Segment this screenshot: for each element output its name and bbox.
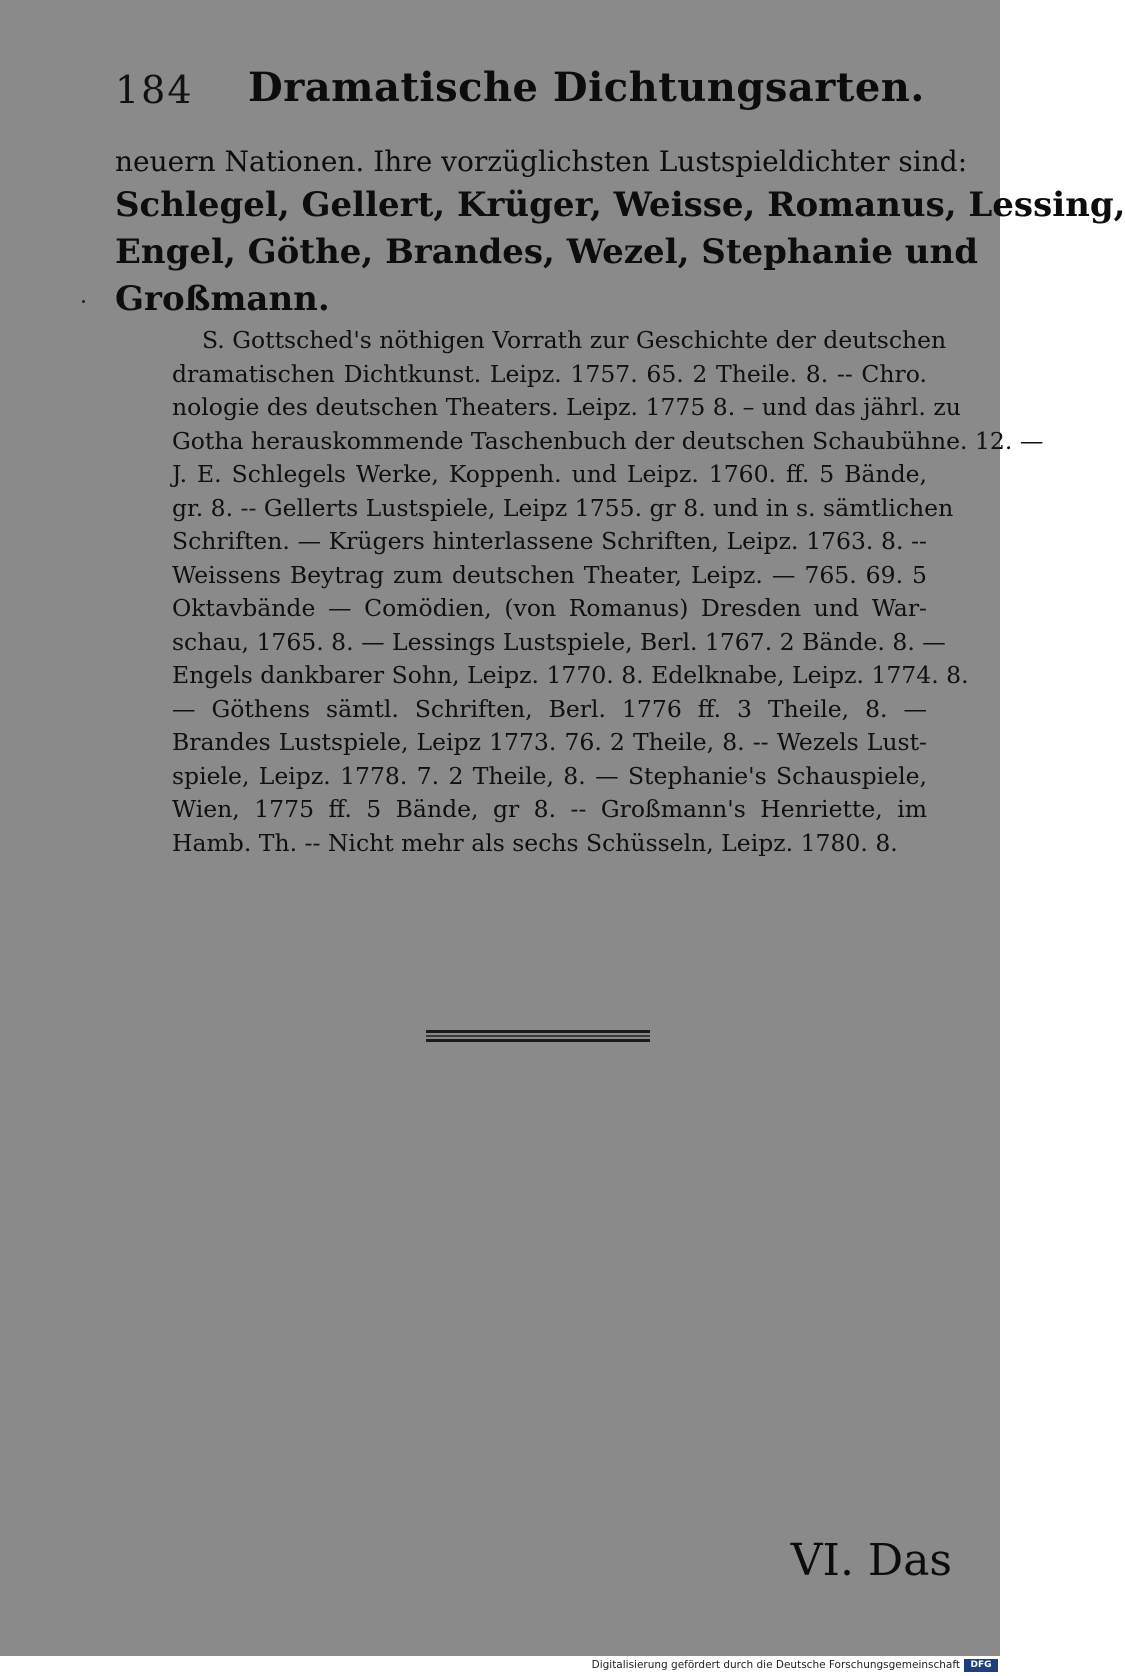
reference-line: J. E. Schlegels Werke, Koppenh. und Leipz. 1760. ff. 5 Bände, (172, 460, 927, 488)
reference-line: nologie des deutschen Theaters. Leipz. 1775 8. – und das jährl. zu (172, 393, 961, 421)
names-line: Großmann. (115, 279, 330, 319)
ink-speck (82, 300, 85, 303)
reference-line: — Göthens sämtl. Schriften, Berl. 1776 ff. 3 Theile, 8. — (172, 694, 927, 723)
reference-line: S. Gottsched's nöthigen Vorrath zur Geschichte der deutschen (202, 326, 947, 354)
footer-bar (0, 1656, 1000, 1676)
reference-line: Weissens Beytrag zum deutschen Theater, Leipz. — 765. 69. 5 (172, 560, 927, 589)
references-block (172, 324, 1044, 860)
dfg-logo-icon: DFG (964, 1659, 998, 1672)
reference-line: Oktavbände — Comödien, (von Romanus) Dresden und War- (172, 594, 927, 622)
footer-credit: Digitalisierung gefördert durch die Deutsche Forschungsgemeinschaft (591, 1659, 960, 1671)
reference-line: gr. 8. -- Gellerts Lustspiele, Leipz 1755. gr 8. und in s. sämtlichen (172, 493, 954, 522)
reference-line: Brandes Lustspiele, Leipz 1773. 76. 2 Theile, 8. -- Wezels Lust- (172, 728, 927, 756)
section-divider (426, 1030, 650, 1042)
intro-line: neuern Nationen. Ihre vorzüglichsten Lustspieldichter sind: (115, 145, 968, 178)
reference-line: dramatischen Dichtkunst. Leipz. 1757. 65. 2 Theile. 8. -- Chro. (172, 359, 927, 388)
reference-line: Gotha herauskommende Taschenbuch der deutschen Schaubühne. 12. — (172, 426, 1044, 455)
catchword: VI. Das (790, 1535, 952, 1586)
names-line: Schlegel, Gellert, Krüger, Weisse, Romanus, Lessing, (115, 185, 1125, 225)
reference-line: schau, 1765. 8. — Lessings Lustspiele, Berl. 1767. 2 Bände. 8. — (172, 627, 946, 656)
reference-line: Hamb. Th. -- Nicht mehr als sechs Schüsseln, Leipz. 1780. 8. (172, 828, 898, 857)
names-line: Engel, Göthe, Brandes, Wezel, Stephanie und (115, 232, 978, 272)
main-text (115, 142, 1125, 323)
reference-line: Engels dankbarer Sohn, Leipz. 1770. 8. Edelknabe, Leipz. 1774. 8. (172, 661, 969, 689)
running-title: Dramatische Dichtungsarten. (248, 64, 925, 111)
page-number: 184 (115, 68, 194, 112)
reference-line: spiele, Leipz. 1778. 7. 2 Theile, 8. — Stephanie's Schauspiele, (172, 761, 927, 790)
reference-line: Wien, 1775 ff. 5 Bände, gr 8. -- Großmann's Henriette, im (172, 795, 927, 823)
reference-line: Schriften. — Krügers hinterlassene Schriften, Leipz. 1763. 8. -- (172, 527, 927, 555)
